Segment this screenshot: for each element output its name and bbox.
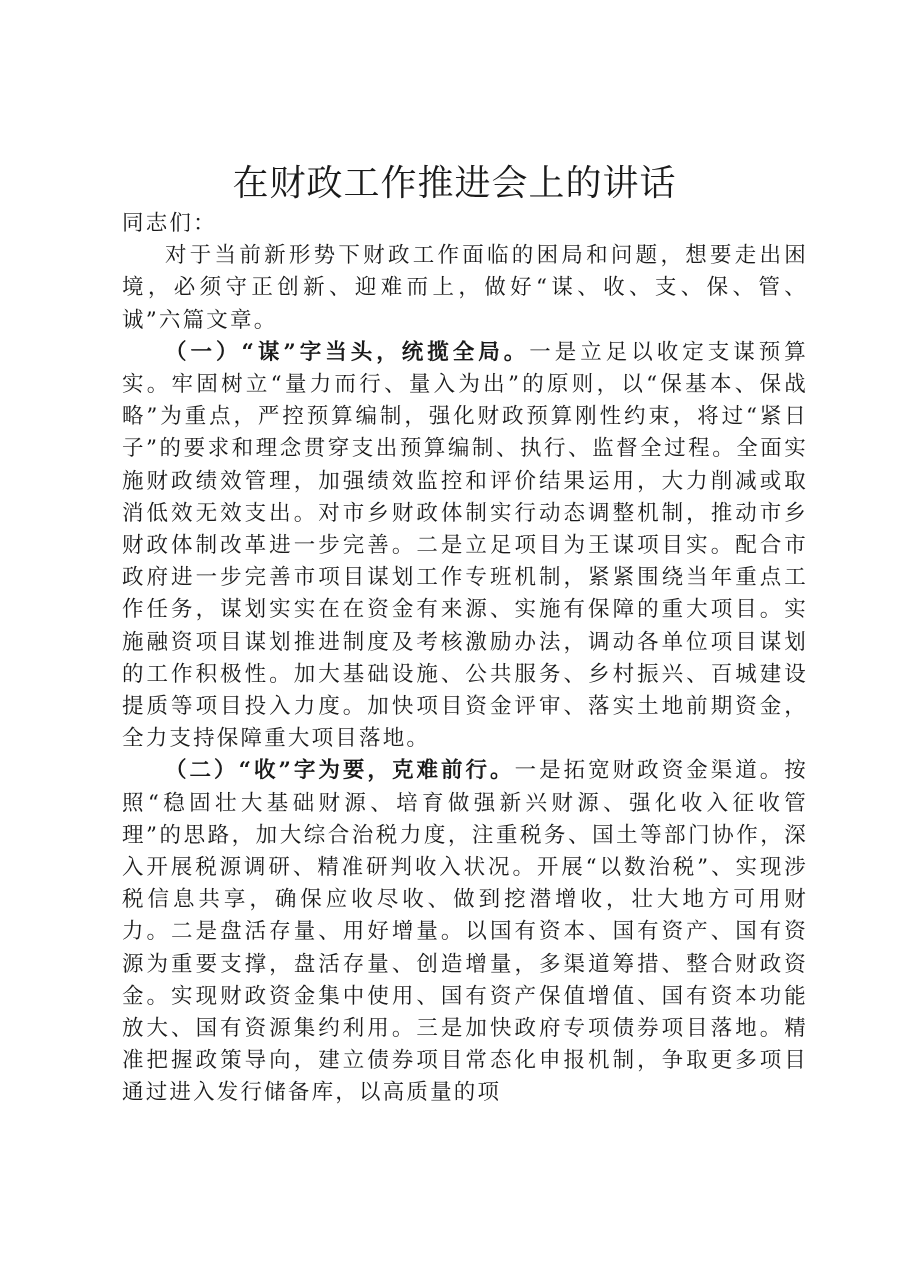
section-heading-1: （一）“谋”字当头，统揽全局。 [165, 339, 530, 365]
section-paragraph-1 [122, 337, 808, 756]
salutation: 同志们： [122, 211, 217, 236]
document-title: 在财政工作推进会上的讲话 [232, 163, 677, 204]
intro-paragraph: 对于当前新形势下财政工作面临的困局和问题，想要走出困境，必须守正创新、迎难而上，做好“谋、收、支、保、管、诚”六篇文章。 [122, 243, 808, 333]
document-body [122, 208, 808, 1110]
section-body-1: 一是立足以收定支谋预算实。牢固树立“量力而行、量入为出”的原则，以“保基本、保战略”为重点，严控预算编制，强化财政预算刚性约束，将过“紧日子”的要求和理念贯穿支出预算编制、执行、监督全过程。全面实施财政绩效管理，加强绩效监控和评价结果运用，大力削减或取消低效无效支出。对市乡财政体制实行动态调整机制，推动市乡财政体制改革进一步完善。二是立足项目为王谋项目实。配合市政府进一步完善市项目谋划工作专班机制，紧紧围绕当年重点工作任务，谋划实实在在资金有来源、实施有保障的重大项目。实施融资项目谋划推进制度及考核激励办法，调动各单位项目谋划的工作积极性。加大基础设施、公共服务、乡村振兴、百城建设提质等项目投入力度。加快项目资金评审、落实土地前期资金，全力支持保障重大项目落地。 [122, 339, 808, 752]
section-heading-2: （二）“收”字为要，克难前行。 [165, 758, 515, 784]
section-paragraph-2 [122, 755, 808, 1109]
section-body-2: 一是拓宽财政资金渠道。按照“稳固壮大基础财源、培育做强新兴财源、强化收入征收管理”的思路，加大综合治税力度，注重税务、国土等部门协作，深入开展税源调研、精准研判收入状况。开展“以数治税”、实现涉税信息共享，确保应收尽收、做到挖潜增收，壮大地方可用财力。二是盘活存量、用好增量。以国有资本、国有资产、国有资源为重要支撑，盘活存量、创造增量，多渠道筹措、整合财政资金。实现财政资金集中使用、国有资产保值增值、国有资本功能放大、国有资源集约利用。三是加快政府专项债券项目落地。精准把握政策导向，建立债券项目常态化申报机制，争取更多项目通过进入发行储备库，以高质量的项 [122, 758, 808, 1106]
